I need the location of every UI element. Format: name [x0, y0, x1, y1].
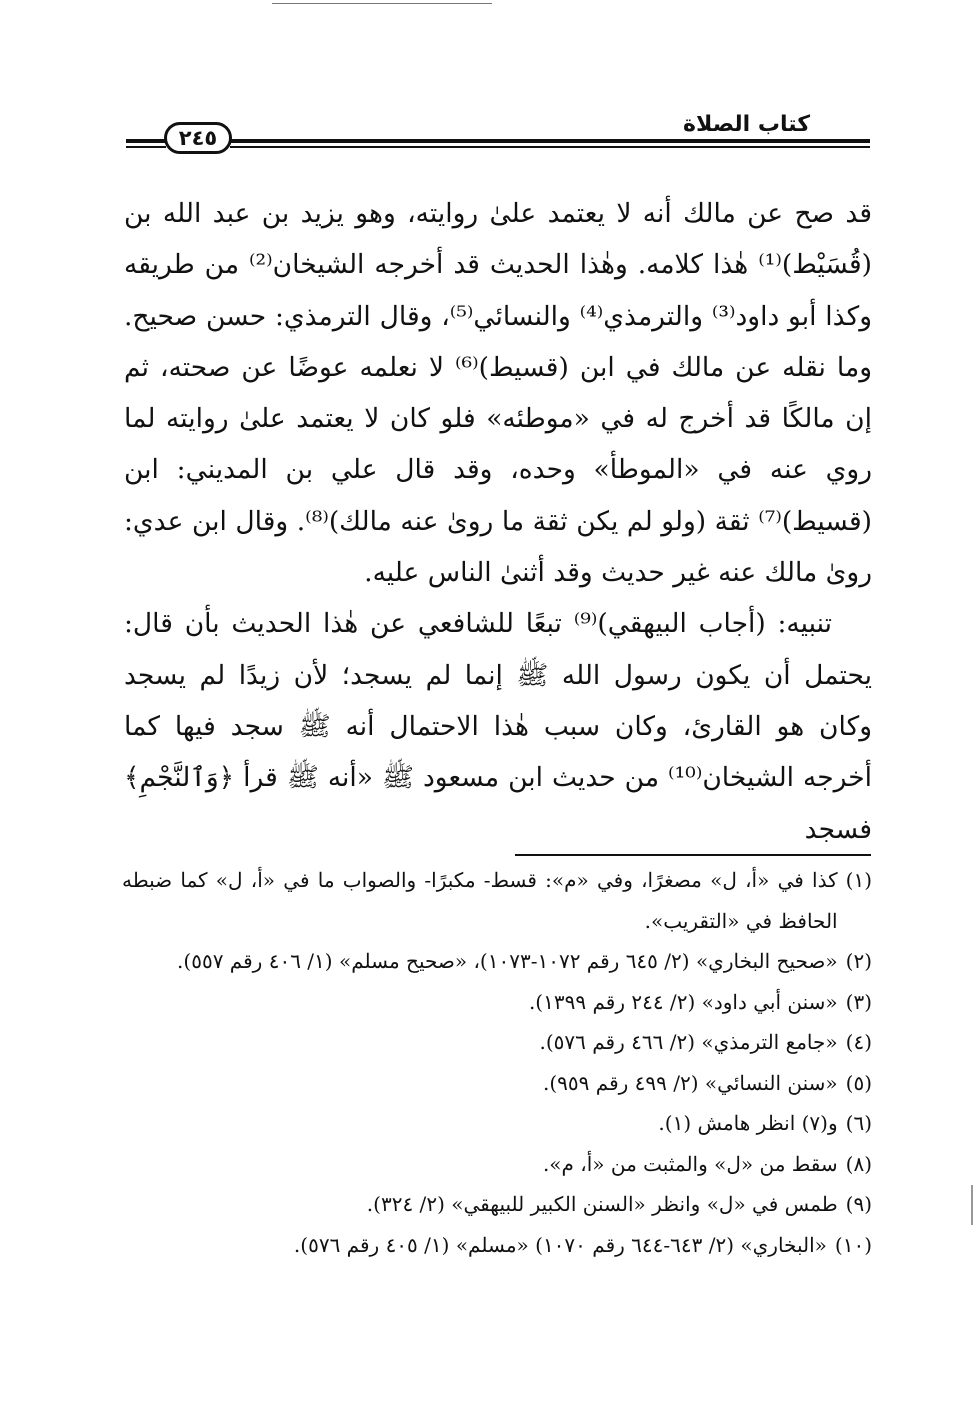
footnote-number: (٢): [845, 949, 872, 973]
footnote-number: (٥): [845, 1070, 872, 1095]
footnote-text: سقط من «ل» والمثبت من «أ، م».: [542, 1151, 838, 1176]
footnotes: [122, 860, 872, 1265]
footnote-number: (٦): [845, 1111, 872, 1135]
header-rule-left: [126, 139, 166, 148]
footnote-text: «صحيح البخاري» (٢/ ٦٤٥ رقم ١٠٧٢-١٠٧٣)، «صحيح مسلم» (١/ ٤٠٦ رقم ٥٥٧).: [177, 949, 838, 973]
footnote-number: (٩): [845, 1192, 872, 1216]
footnote-item: [122, 1144, 872, 1185]
footnote-number: (١): [845, 868, 872, 892]
footnote-item: [122, 1022, 872, 1063]
footnote-text: و(٧) انظر هامش (١).: [658, 1111, 838, 1135]
footnote-item: [122, 982, 872, 1023]
footnote-item: [122, 1063, 872, 1104]
footnote-item: [122, 941, 872, 982]
footnote-number: (١٠): [834, 1232, 872, 1257]
footnote-text: «جامع الترمذي» (٢/ ٤٦٦ رقم ٥٧٦).: [539, 1030, 838, 1054]
footnote-item: [122, 860, 872, 941]
footnote-separator: [515, 854, 871, 856]
footnote-text: «البخاري» (٢/ ٦٤٣-٦٤٤ رقم ١٠٧٠) «مسلم» (١/ ٤٠٥ رقم ٥٧٦).: [293, 1232, 827, 1257]
footnote-number: (٣): [845, 989, 872, 1014]
footnote-number: (٨): [845, 1151, 872, 1176]
footnote-text: «سنن أبي داود» (٢/ ٢٤٤ رقم ١٣٩٩).: [528, 989, 838, 1014]
footnote-text: طمس في «ل» وانظر «السنن الكبير للبيهقي» (٢/ ٣٢٤).: [366, 1192, 838, 1216]
footnote-text: «سنن النسائي» (٢/ ٤٩٩ رقم ٩٥٩).: [543, 1070, 838, 1095]
margin-mark: [971, 1185, 973, 1225]
top-edge-line: [272, 3, 492, 4]
paragraph: قد صح عن مالك أنه لا يعتمد علىٰ روايته، وهو يزيد بن عبد الله بن (قُسَيْط)⁽¹⁾ هٰذا كلامه. وهٰذا الحديث قد أخرجه الشيخان⁽²⁾ من طريقه وكذا أبو داود⁽³⁾ والترمذي⁽⁴⁾ والنسائي⁽⁵⁾، وقال الترمذي: حسن صحيح. وما نقله عن مالك في ابن (قسيط)⁽⁶⁾ لا نعلمه عوضًا عن صحته، ثم إن مالكًا قد أخرج له في «موطئه» فلو كان لا يعتمد علىٰ روايته لما روي عنه في «الموطأ» وحده، وقد قال علي بن المديني: ابن (قسيط)⁽⁷⁾ ثقة (ولو لم يكن ثقة ما روىٰ عنه مالك)⁽⁸⁾. وقال ابن عدي: روىٰ مالك عنه غير حديث وقد أثنىٰ الناس عليه.: [124, 198, 872, 589]
header-rule: [230, 139, 870, 148]
paragraph-tanbih: تنبيه: (أجاب البيهقي)⁽⁹⁾ تبعًا للشافعي عن هٰذا الحديث بأن قال: يحتمل أن يكون رسول الله ﷺ إنما لم يسجد؛ لأن زيدًا لم يسجد وكان هو القارئ، وكان سبب هٰذا الاحتمال أنه ﷺ سجد فيها كما أخرجه الشيخان⁽¹⁰⁾ من حديث ابن مسعود ﷺ «أنه ﷺ قرأ ﴿وَٱلنَّجْمِ﴾ فسجد: [124, 608, 872, 845]
page-number: ٢٤٥: [164, 122, 232, 154]
chapter-title: كتاب الصلاة: [683, 112, 810, 137]
page-header: [126, 112, 870, 152]
footnote-number: (٤): [845, 1030, 872, 1054]
footnote-text: كذا في «أ، ل» مصغرًا، وفي «م»: قسط- مكبرًا- والصواب ما في «أ، ل» كما ضبطه الحافظ في «التقريب».: [122, 868, 838, 933]
footnote-item: [122, 1103, 872, 1144]
main-text: [124, 188, 872, 855]
footnote-item: [122, 1184, 872, 1225]
footnote-item: [122, 1225, 872, 1266]
